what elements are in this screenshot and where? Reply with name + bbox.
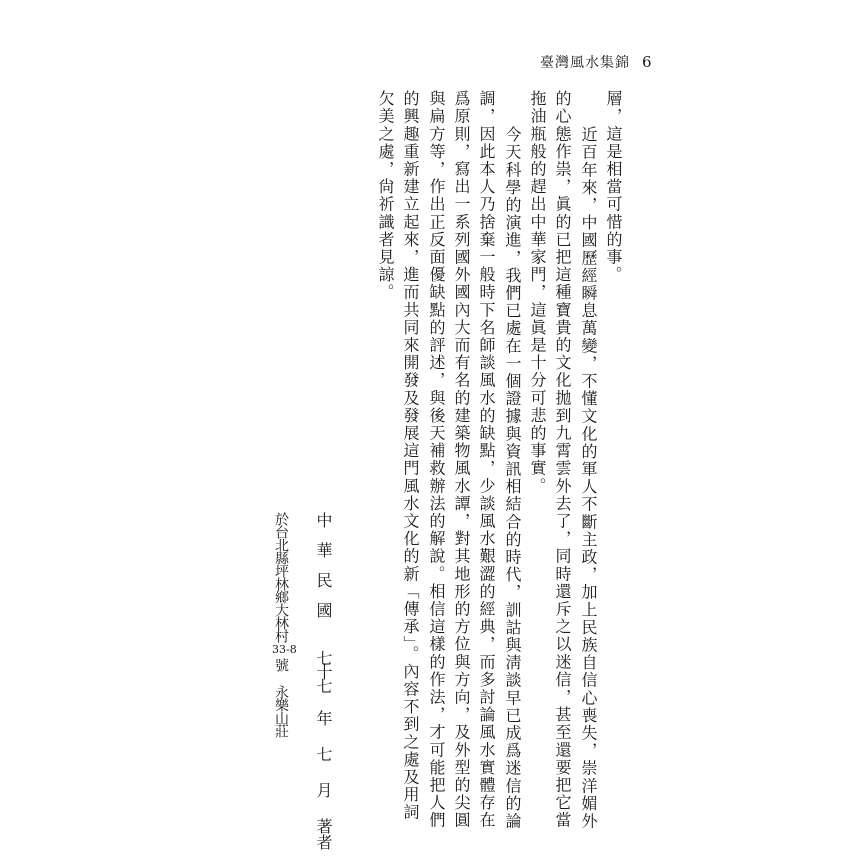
- text-column: 與扁方等，作出正反面優缺點的評述，與後天補救辦法的解說。相信這樣的作法，才可能把人們: [427, 90, 446, 830]
- text-column: 爲原則，寫出一系列國外國內大而有名的建築物風水譚，對其地形的方位與方向，及外型的尖圓: [452, 90, 471, 830]
- month: 七: [314, 746, 333, 764]
- year: 七十七: [314, 650, 333, 692]
- address-number: 33-8: [272, 643, 297, 656]
- text-column: 拖油瓶般的趕出中華家門，這眞是十分可悲的事實。: [528, 90, 547, 495]
- era: 中華民國: [314, 512, 333, 632]
- text-column: 的心態作祟，眞的已把這種寶貴的文化拋到九霄雲外去了，同時還斥之以迷信，甚至還要把它當: [553, 90, 572, 830]
- text-column: 調，因此本人乃捨棄一般時下名師談風水的缺點，少談風水艱澀的經典，而多討論風水實體存在: [477, 90, 496, 830]
- book-title: 臺灣風水集錦: [540, 55, 630, 71]
- date-signature: [312, 512, 335, 868]
- year-unit: 年: [314, 710, 333, 728]
- place-name: 永樂山莊: [273, 685, 289, 737]
- text-column: 層，這是相當可惜的事。: [604, 90, 623, 284]
- page-number: 6: [642, 53, 653, 71]
- text-column: 近百年來，中國歷經瞬息萬變，不懂文化的軍人不斷主政，加上民族自信心喪失，崇洋媚外: [579, 126, 598, 830]
- address-suffix: 號: [273, 658, 289, 671]
- text-column: 的興趣重新建立起來，進而共同來開發及發展這門風水文化的新「傳承」。內容不到之處及用詞: [401, 90, 420, 822]
- author-label: 著者: [314, 818, 333, 850]
- text-column: 今天科學的演進，我們已處在一個證據與資訊相結合的時代，訓詁與淸談早已成爲迷信的論: [503, 126, 522, 830]
- address-prefix: 於台北縣坪林鄉大林村: [273, 512, 289, 642]
- author-address: [272, 512, 297, 737]
- page-header: [540, 52, 653, 72]
- text-column: 欠美之處，尙祈識者見諒。: [376, 90, 395, 302]
- month-unit: 月: [314, 782, 333, 800]
